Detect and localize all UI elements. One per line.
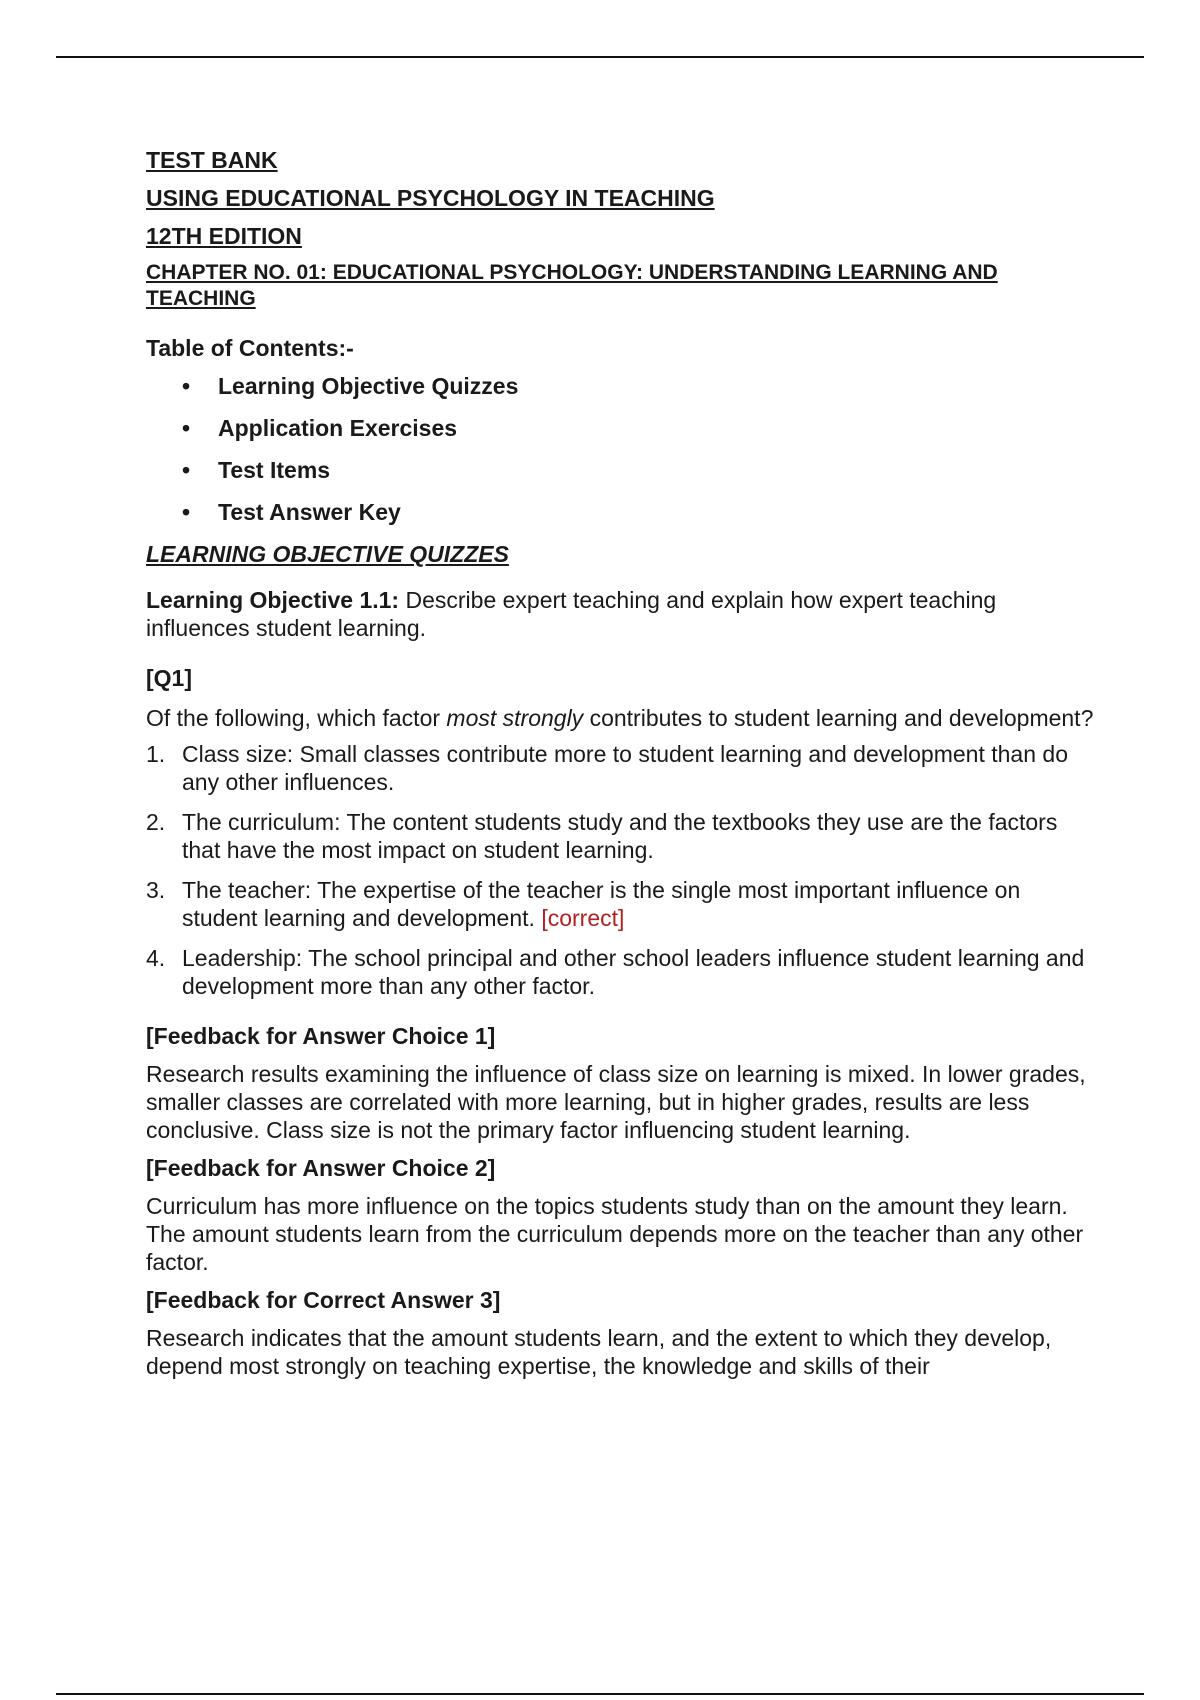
toc-item: [146, 414, 1096, 442]
answer-choice: [146, 808, 1096, 864]
choice-number: 3.: [146, 877, 166, 903]
feedback-text: Research indicates that the amount students learn, and the extent to which they develop, depend most strongly on teaching expertise, the knowledge and skills of their: [146, 1325, 1052, 1379]
learning-objective: [146, 586, 1096, 642]
bottom-rule: [56, 1693, 1144, 1695]
choice-number: 4.: [146, 945, 166, 971]
choice-text: Leadership: The school principal and other school leaders influence student learning and development more than any other factor.: [182, 945, 1085, 999]
stem-part: Of the following, which factor: [146, 705, 447, 731]
correct-tag: [correct]: [541, 905, 625, 931]
toc-item-label: Test Items: [218, 457, 331, 483]
answer-choices: [146, 740, 1096, 1000]
toc-title: Table of Contents:-: [146, 335, 354, 361]
chapter-title: CHAPTER NO. 01: EDUCATIONAL PSYCHOLOGY: UNDERSTANDING LEARNING AND TEACHING: [146, 261, 998, 310]
document-page: [146, 146, 1096, 1390]
top-rule: [56, 56, 1144, 58]
answer-choice: [146, 876, 1096, 932]
choice-text: The curriculum: The content students study and the textbooks they use are the factors that have the most impact on student learning.: [182, 809, 1058, 863]
toc-item-label: Test Answer Key: [218, 499, 401, 525]
objective-text: Describe expert teaching and explain how expert teaching influences student learning.: [146, 587, 997, 641]
choice-text: Class size: Small classes contribute more to student learning and development than do any other influences.: [182, 741, 1068, 795]
stem-part: contributes to student learning and development?: [583, 705, 1094, 731]
feedback-heading: [Feedback for Answer Choice 2]: [146, 1155, 496, 1181]
section-title: LEARNING OBJECTIVE QUIZZES: [146, 541, 509, 567]
book-title: USING EDUCATIONAL PSYCHOLOGY IN TEACHING: [146, 185, 715, 211]
toc-item: [146, 372, 1096, 400]
question-stem: [146, 704, 1096, 732]
doc-title: TEST BANK: [146, 147, 278, 173]
feedback-heading: [Feedback for Answer Choice 1]: [146, 1023, 496, 1049]
bullet-icon: •: [182, 499, 191, 525]
bullet-icon: •: [182, 457, 191, 483]
choice-text: The teacher: The expertise of the teacher is the single most important influence on student learning and development.: [182, 877, 1021, 931]
toc-item: [146, 498, 1096, 526]
toc-item-label: Learning Objective Quizzes: [218, 373, 519, 399]
edition: 12TH EDITION: [146, 223, 302, 249]
objective-label: Learning Objective 1.1:: [146, 587, 400, 613]
answer-choice: [146, 944, 1096, 1000]
bullet-icon: •: [182, 415, 191, 441]
bullet-icon: •: [182, 373, 191, 399]
stem-emphasis: most strongly: [446, 705, 584, 731]
feedback-text: Curriculum has more influence on the topics students study than on the amount they learn. The amount students learn from the curriculum depends more on the teacher than any other factor.: [146, 1193, 1084, 1275]
feedback-heading: [Feedback for Correct Answer 3]: [146, 1287, 501, 1313]
feedback-text: Research results examining the influence of class size on learning is mixed. In lower grades, smaller classes are correlated with more learning, but in higher grades, results are less conclusive. Class size is not the primary factor influencing student learning.: [146, 1061, 1086, 1143]
choice-number: 2.: [146, 809, 166, 835]
toc-list: [146, 372, 1096, 526]
question-id: [Q1]: [146, 665, 192, 691]
choice-number: 1.: [146, 741, 166, 767]
toc-item-label: Application Exercises: [218, 415, 458, 441]
toc-item: [146, 456, 1096, 484]
answer-choice: [146, 740, 1096, 796]
